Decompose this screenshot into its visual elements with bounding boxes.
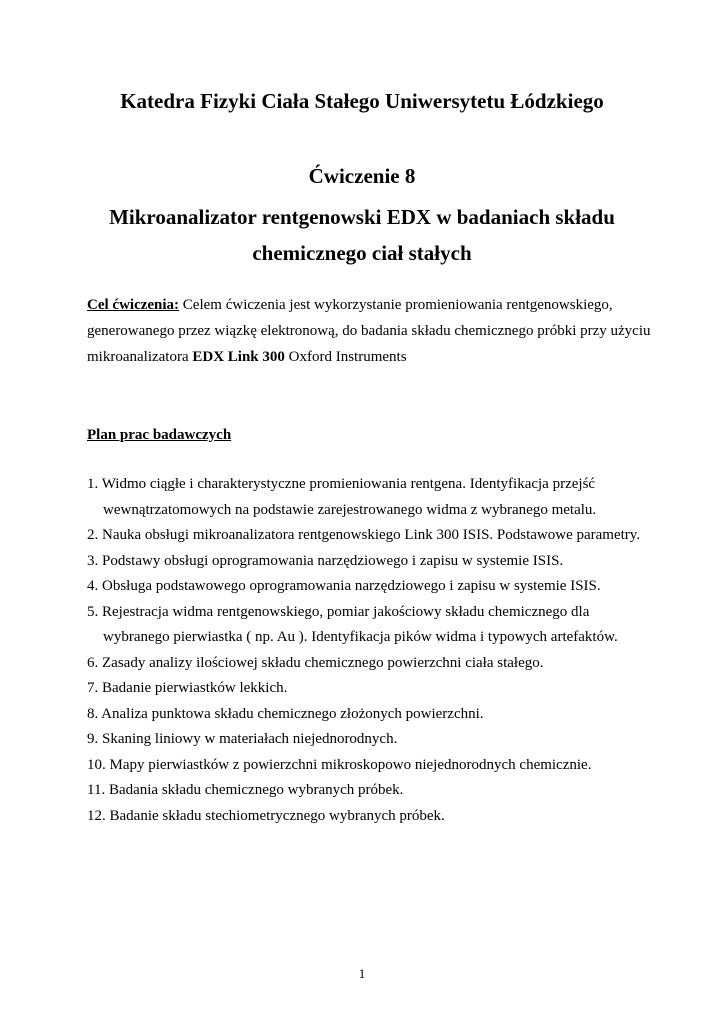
goal-text-3-start: mikroanalizatora (87, 349, 193, 365)
department-title: Katedra Fizyki Ciała Stałego Uniwersytetu Łódzkiego (120, 89, 604, 113)
goal-line-1 (87, 292, 647, 318)
plan-list (87, 472, 647, 829)
plan-item-5-continued: wybranego pierwiastka ( np. Au ). Identyfikacja pików widma i typowych artefaktów. (103, 629, 618, 645)
goal-text-1: Celem ćwiczenia jest wykorzystanie promieniowania rentgenowskiego, (179, 297, 613, 313)
plan-heading: Plan prac badawczych (87, 427, 232, 443)
goal-line-2: generowanego przez wiązkę elektronową, do badania składu chemicznego próbki przy użyciu (87, 323, 651, 339)
exercise-title-line-2: chemicznego ciał stałych (252, 241, 472, 265)
exercise-title-line-1: Mikroanalizator rentgenowski EDX w badaniach składu (109, 205, 615, 229)
goal-label: Cel ćwiczenia: (87, 297, 180, 313)
plan-item-12: 12. Badanie składu stechiometrycznego wybranych próbek. (87, 807, 445, 824)
goal-text-3-end: Oxford Instruments (284, 349, 407, 365)
plan-item-8: 8. Analiza punktowa składu chemicznego złożonych powierzchni. (87, 705, 484, 722)
exercise-title (60, 199, 664, 271)
exercise-number: Ćwiczenie 8 (308, 164, 416, 188)
plan-item-7: 7. Badanie pierwiastków lekkich. (87, 680, 288, 696)
goal-device-name: EDX Link 300 (192, 349, 285, 365)
goal-paragraph (87, 292, 651, 370)
plan-item-2: 2. Nauka obsługi mikroanalizatora rentgenowskiego Link 300 ISIS. Podstawowe parametry. (87, 527, 641, 543)
plan-item-1-continued: wewnątrzatomowych na podstawie zarejestrowanego widma z wybranego metalu. (103, 501, 597, 518)
plan-item-10: 10. Mapy pierwiastków z powierzchni mikroskopowo niejednorodnych chemicznie. (87, 756, 592, 773)
plan-item-6: 6. Zasady analizy ilościowej składu chemicznego powierzchni ciała stałego. (87, 654, 544, 671)
goal-line-3 (87, 344, 647, 370)
plan-item-4: 4. Obsługa podstawowego oprogramowania narzędziowego i zapisu w systemie ISIS. (87, 578, 601, 594)
plan-item-9: 9. Skaning liniowy w materiałach niejednorodnych. (87, 731, 398, 747)
plan-item-3: 3. Podstawy obsługi oprogramowania narzędziowego i zapisu w systemie ISIS. (87, 552, 564, 569)
plan-item-11: 11. Badania składu chemicznego wybranych próbek. (87, 782, 404, 798)
page-number: 1 (358, 966, 366, 981)
plan-item-1: 1. Widmo ciągłe i charakterystyczne promieniowania rentgena. Identyfikacja przejść (87, 476, 596, 492)
plan-item-5: 5. Rejestracja widma rentgenowskiego, pomiar jakościowy składu chemicznego dla (87, 603, 590, 620)
